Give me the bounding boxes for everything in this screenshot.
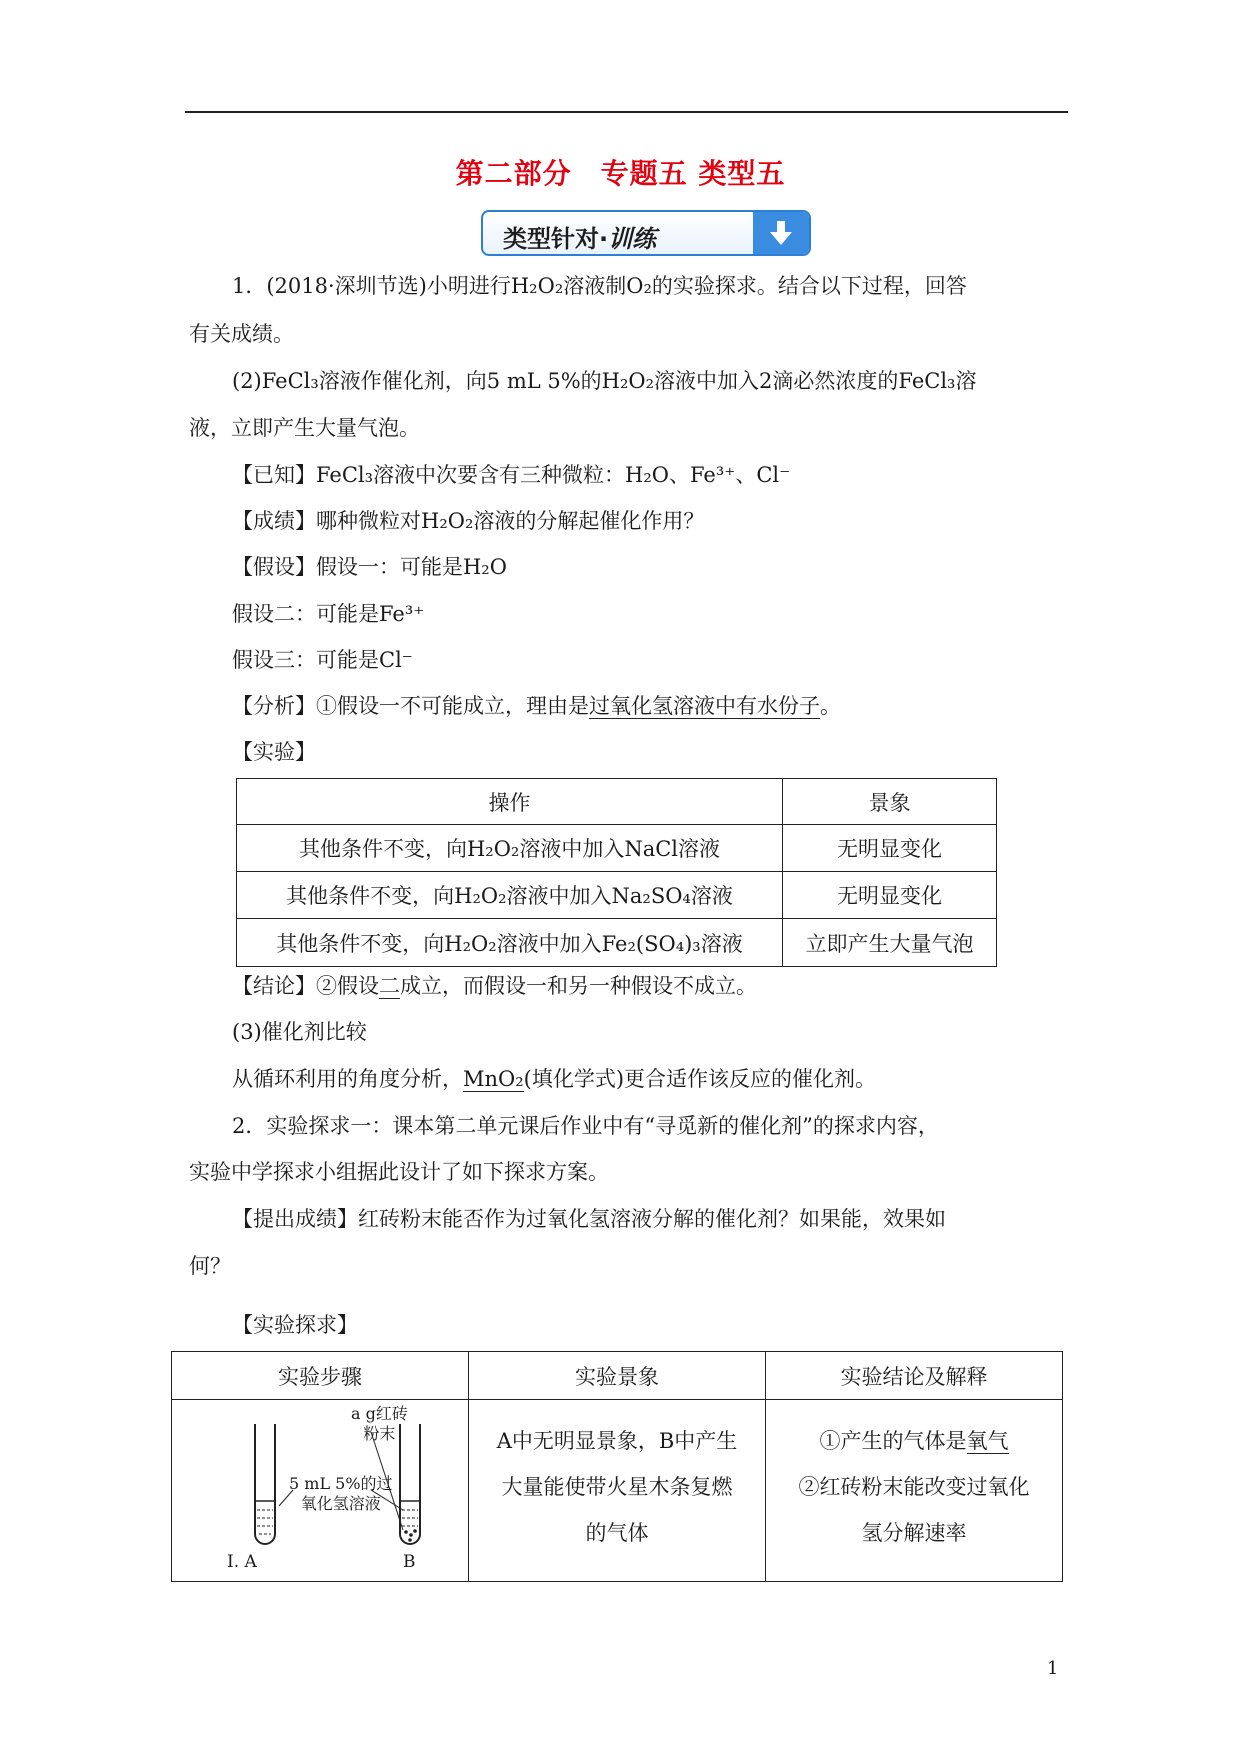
phenomenon-line: 大量能使带火星木条复燃 [501, 1475, 733, 1499]
q1-known: 【已知】FeCl₃溶液中次要含有三种微粒：H₂O、Fe³⁺、Cl⁻ [232, 463, 791, 487]
table-header: 操作 [237, 779, 783, 825]
table-cell: 其他条件不变，向H₂O₂溶液中加入NaCl溶液 [237, 825, 783, 872]
banner-label: 类型针对·训练 [503, 225, 657, 253]
conclusion-answer: 二 [379, 974, 400, 998]
q2-experiment-table [171, 1351, 1063, 1582]
page-title: 第二部分 专题五 类型五 [455, 157, 786, 190]
q1-hypothesis-1: 【假设】假设一：可能是H₂O [232, 555, 507, 579]
table-cell: 立即产生大量气泡 [783, 919, 997, 967]
tube-a-label: Ⅰ. A [227, 1551, 257, 1572]
q1-analysis: 【分析】①假设一不可能成立，理由是过氧化氢溶液中有水份子。 [232, 694, 841, 718]
q1-part3-answer-line: 从循环利用的角度分析，MnO₂(填化学式)更合适作该反应的催化剂。 [232, 1067, 877, 1091]
header-rule [185, 111, 1068, 113]
table-cell: 无明显变化 [783, 872, 997, 919]
section-banner [481, 210, 811, 256]
q1-intro-line1: 1．(2018·深圳节选)小明进行H₂O₂溶液制O₂的实验探求。结合以下过程，回答 [232, 274, 967, 298]
powder-label: a g红砖 粉末 [351, 1403, 408, 1443]
down-arrow-icon [753, 212, 809, 254]
table-cell: 其他条件不变，向H₂O₂溶液中加入Fe₂(SO₄)₃溶液 [237, 919, 783, 967]
solution-label: 5 mL 5%的过 氧化氢溶液 [289, 1473, 393, 1513]
q2-question-line2: 何？ [189, 1254, 231, 1278]
part3-answer: MnO₂ [463, 1067, 524, 1091]
q1-hypothesis-2: 假设二：可能是Fe³⁺ [232, 602, 425, 626]
q1-conclusion: 【结论】②假设二成立，而假设一和另一种假设不成立。 [232, 974, 757, 998]
table-cell: 无明显变化 [783, 825, 997, 872]
table-header: 景象 [783, 779, 997, 825]
q1-experiment-label: 【实验】 [232, 740, 316, 764]
table-header: 实验景象 [469, 1352, 766, 1400]
table-header: 实验结论及解释 [766, 1352, 1063, 1400]
tube-b-label: B [403, 1551, 416, 1572]
q2-question-line1: 【提出成绩】红砖粉末能否作为过氧化氢溶液分解的催化剂？如果能，效果如 [232, 1207, 946, 1231]
q1-part2-line2: 液，立即产生大量气泡。 [189, 416, 420, 440]
phenomenon-line: 的气体 [585, 1521, 649, 1545]
q1-part3: (3)催化剂比较 [232, 1020, 367, 1044]
q1-part2-line1: (2)FeCl₃溶液作催化剂，向5 mL 5%的H₂O₂溶液中加入2滴必然浓度的FeCl₃溶 [232, 369, 977, 393]
q2-intro-line2: 实验中学探求小组据此设计了如下探求方案。 [189, 1160, 609, 1184]
analysis-answer: 过氧化氢溶液中有水份子 [589, 694, 820, 718]
q1-hypothesis-3: 假设三：可能是Cl⁻ [232, 648, 413, 672]
page-number: 1 [1047, 1658, 1059, 1679]
table-header: 实验步骤 [172, 1352, 469, 1400]
q1-intro-line2: 有关成绩。 [189, 322, 294, 346]
conclusion-line: 氢分解速率 [861, 1521, 967, 1545]
test-tube-figure [175, 1403, 465, 1576]
phenomenon-line: A中无明显景象，B中产生 [496, 1429, 738, 1453]
q2-intro-line1: 2．实验探求一：课本第二单元课后作业中有“寻觅新的催化剂”的探求内容， [232, 1114, 939, 1138]
phenomenon-cell [469, 1400, 766, 1582]
conclusion-line: ②红砖粉末能改变过氧化 [798, 1475, 1030, 1499]
table-cell: 其他条件不变，向H₂O₂溶液中加入Na₂SO₄溶液 [237, 872, 783, 919]
q1-question: 【成绩】哪种微粒对H₂O₂溶液的分解起催化作用？ [232, 509, 705, 533]
experiment-figure-cell [172, 1400, 469, 1582]
gas-answer: 氧气 [966, 1429, 1009, 1453]
conclusion-line: ①产生的气体是氧气 [819, 1429, 1009, 1453]
q2-explore-label: 【实验探求】 [232, 1313, 358, 1337]
conclusion-cell [766, 1400, 1063, 1582]
q1-experiment-table [236, 778, 997, 967]
